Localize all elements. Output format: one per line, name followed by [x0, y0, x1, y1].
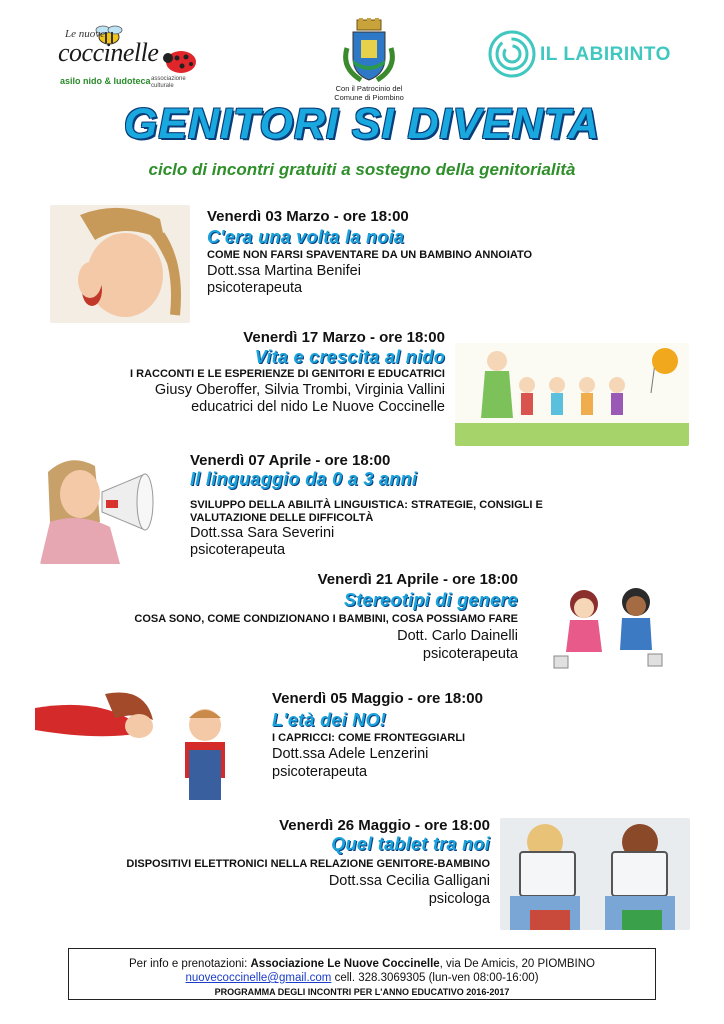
event-1-speaker: Dott.ssa Martina Benifei [207, 263, 361, 279]
event-2-illustration [455, 343, 689, 446]
mother-child-scolding-image [35, 690, 260, 806]
event-5-date: Venerdì 05 Maggio - ore 18:00 [272, 690, 483, 707]
event-2-speaker: Giusy Oberoffer, Silvia Trombi, Virginia Vallini [154, 382, 445, 398]
yawning-child-image [50, 205, 190, 323]
maze-icon [488, 30, 536, 78]
event-1-desc: COME NON FARSI SPAVENTARE DA UN BAMBINO ANNOIATO [207, 249, 533, 261]
info-box [68, 948, 656, 1000]
event-4-speaker: Dott. Carlo Dainelli [397, 628, 518, 644]
ladybug-icon [163, 48, 199, 74]
event-4-illustration [544, 582, 674, 672]
labirinto-logo [488, 30, 688, 86]
event-3-date: Venerdì 07 Aprile - ore 18:00 [190, 452, 391, 469]
crest-icon [339, 18, 399, 84]
event-2-role: educatrici del nido Le Nuove Coccinelle [191, 399, 445, 415]
event-5-title: L'età dei NO! [272, 710, 387, 730]
event-4-date: Venerdì 21 Aprile - ore 18:00 [317, 571, 518, 588]
megaphone-child-image [40, 452, 180, 564]
event-3-photo [40, 452, 180, 564]
event-5-desc: I CAPRICCI: COME FRONTEGGIARLI [272, 732, 466, 744]
painting-kids-image [544, 582, 674, 672]
event-5-speaker: Dott.ssa Adele Lenzerini [272, 746, 429, 762]
event-3-role: psicoterapeuta [190, 542, 286, 558]
event-6-desc: DISPOSITIVI ELETTRONICI NELLA RELAZIONE GENITORE-BAMBINO [126, 858, 490, 870]
event-1-title: C'era una volta la noia [207, 227, 405, 247]
logo-brand-text: coccinelle [58, 38, 159, 67]
event-2-desc: I RACCONTI E LE ESPERIENZE DI GENITORI E EDUCATRICI [130, 368, 445, 380]
event-1-photo [50, 205, 190, 323]
event-5-photo [35, 690, 260, 806]
page-title: GENITORI SI DIVENTA [123, 100, 601, 148]
info-line: Per info e prenotazioni: Associazione Le Nuove Coccinelle, via De Amicis, 20 PIOMBINO [129, 958, 595, 970]
kids-holding-hands-image [455, 343, 689, 446]
event-6-speaker: Dott.ssa Cecilia Galligani [328, 873, 490, 889]
labirinto-text: IL LABIRINTO [540, 44, 671, 65]
crest-caption: Con il Patrocinio del Comune di Piombino [334, 84, 404, 102]
org-name: Associazione Le Nuove Coccinelle [250, 958, 440, 970]
page-subtitle: ciclo di incontri gratuiti a sostegno della genitorialità [148, 160, 576, 179]
event-6-date: Venerdì 26 Maggio - ore 18:00 [279, 817, 490, 834]
coccinelle-logo [55, 24, 200, 94]
logo-subtext: asilo nido & ludoteca [60, 76, 151, 86]
event-2-title: Vita e crescita al nido [254, 347, 445, 367]
program-line: PROGRAMMA DEGLI INCONTRI PER L'ANNO EDUCATIVO 2016-2017 [214, 987, 510, 997]
event-6-title: Quel tablet tra noi [331, 834, 490, 854]
event-3-speaker: Dott.ssa Sara Severini [190, 525, 335, 541]
event-4-title: Stereotipi di genere [343, 590, 518, 610]
email-link[interactable]: nuovecoccinelle@gmail.com [185, 972, 332, 984]
logo-assoc-text: associazione culturale [151, 76, 186, 89]
event-4-role: psicoterapeuta [422, 646, 518, 662]
comune-crest [333, 18, 405, 106]
kids-with-tablets-image [500, 818, 690, 930]
event-2-date: Venerdì 17 Marzo - ore 18:00 [243, 329, 445, 346]
event-1-role: psicoterapeuta [207, 280, 303, 296]
event-1-date: Venerdì 03 Marzo - ore 18:00 [207, 208, 409, 225]
contact-line: nuovecoccinelle@gmail.com cell. 328.3069305 (lun-ven 08:00-16:00) [185, 972, 539, 984]
event-4-desc: COSA SONO, COME CONDIZIONANO I BAMBINI, COSA POSSIAMO FARE [134, 613, 518, 625]
event-6-photo [500, 818, 690, 930]
event-6-role: psicologa [428, 891, 490, 907]
event-3-desc: SVILUPPO DELLA ABILITÀ LINGUISTICA: STRATEGIE, CONSIGLI E VALUTAZIONE DELLE DIFFICOLTÀ [190, 499, 543, 524]
event-3-title: Il linguaggio da 0 a 3 anni [190, 469, 418, 489]
event-5-role: psicoterapeuta [272, 764, 368, 780]
logo-small-text: Le nuove [65, 28, 106, 40]
